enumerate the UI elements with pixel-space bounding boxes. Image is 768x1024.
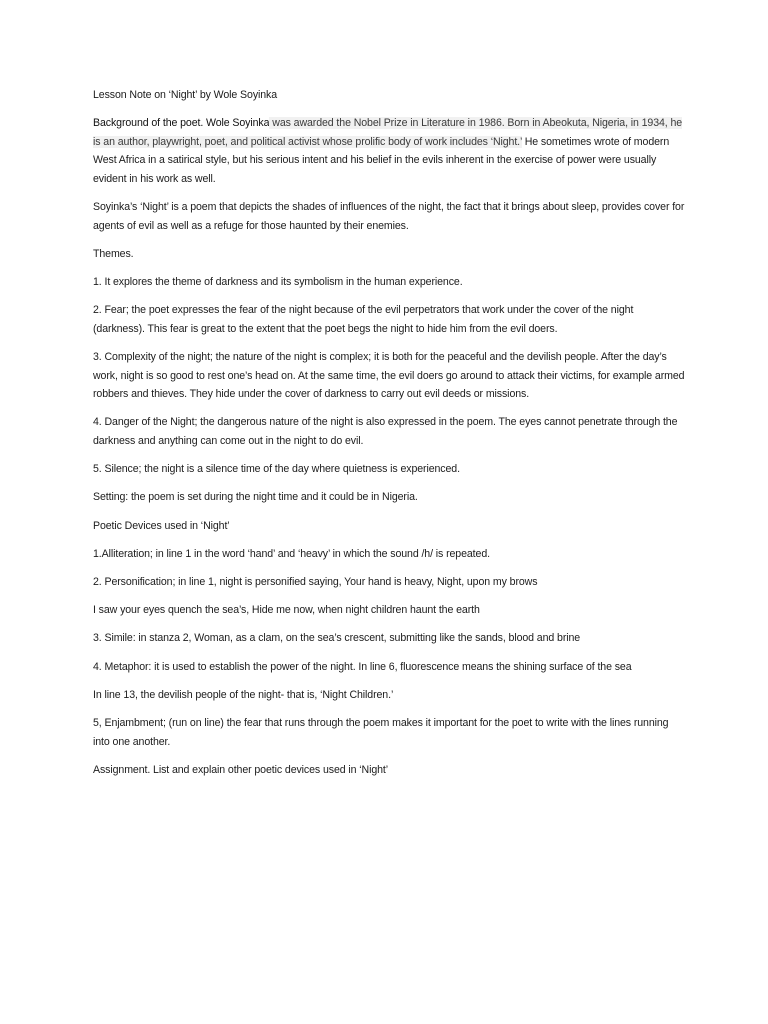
device-item: I saw your eyes quench the sea’s, Hide me now, when night children haunt the earth	[93, 604, 480, 617]
document-page	[93, 86, 685, 789]
background-label: Background of the poet. Wole Soyinka	[93, 117, 270, 130]
device-item: 3. Simile: in stanza 2, Woman, as a clam, on the sea’s crescent, submitting like the sands, blood and brine	[93, 632, 581, 645]
theme-item: 1. It explores the theme of darkness and its symbolism in the human experience.	[93, 276, 463, 289]
background-highlighted-text: was awarded the Nobel Prize in Literature in 1986. Born in Abeokuta, Nigeria, in 1934, he is an author, playwright, poet, and political activist whose prolific body of work includes ‘Night.’	[93, 117, 683, 148]
background-paragraph	[93, 114, 685, 188]
themes-heading: Themes.	[93, 247, 134, 260]
theme-item: 3. Complexity of the night; the nature of the night is complex; it is both for the peaceful and the devilish people. After the day’s work, night is so good to rest one’s head on. At the same time, the evil doers go around to attack their victims, for example armed robbers and thieves. They hide under the cover of darkness to carry out evil deeds or missions.	[93, 351, 685, 401]
document-title: Lesson Note on ‘Night’ by Wole Soyinka	[93, 89, 278, 101]
device-item: 2. Personification; in line 1, night is personified saying, Your hand is heavy, Night, upon my brows	[93, 576, 538, 588]
device-item: 4. Metaphor: it is used to establish the power of the night. In line 6, fluorescence means the shining surface of the sea	[93, 660, 632, 673]
assignment-paragraph: Assignment. List and explain other poetic devices used in ‘Night’	[93, 763, 389, 776]
device-item: 5, Enjambment; (run on line) the fear that runs through the poem makes it important for the poet to write with the lines running into one another.	[93, 716, 669, 748]
background-rest-text: He sometimes wrote of modern West Africa in a satirical style, but his serious intent and his belief in the evils inherent in the exercise of power were usually evident in his work as well.	[93, 135, 670, 185]
theme-item: 4. Danger of the Night; the dangerous nature of the night is also expressed in the poem. The eyes cannot penetrate through the darkness and anything can come out in the night to do evil.	[93, 416, 678, 448]
device-item: In line 13, the devilish people of the night- that is, ‘Night Children.’	[93, 688, 394, 701]
devices-heading: Poetic Devices used in ‘Night’	[93, 519, 230, 532]
theme-item: 5. Silence; the night is a silence time of the day where quietness is experienced.	[93, 463, 460, 476]
intro-paragraph: Soyinka’s ‘Night’ is a poem that depicts the shades of influences of the night, the fact that it brings about sleep, provides cover for agents of evil as well as a refuge for those haunted by their enemies.	[93, 201, 685, 232]
theme-item: 2. Fear; the poet expresses the fear of the night because of the evil perpetrators that work under the cover of the night (darkness). This fear is great to the extent that the poet begs the night to hide him from the evil doers.	[93, 304, 634, 335]
setting-paragraph: Setting: the poem is set during the night time and it could be in Nigeria.	[93, 491, 418, 504]
device-item: 1.Alliteration; in line 1 in the word ‘hand’ and ‘heavy’ in which the sound /h/ is repeated.	[93, 547, 490, 560]
